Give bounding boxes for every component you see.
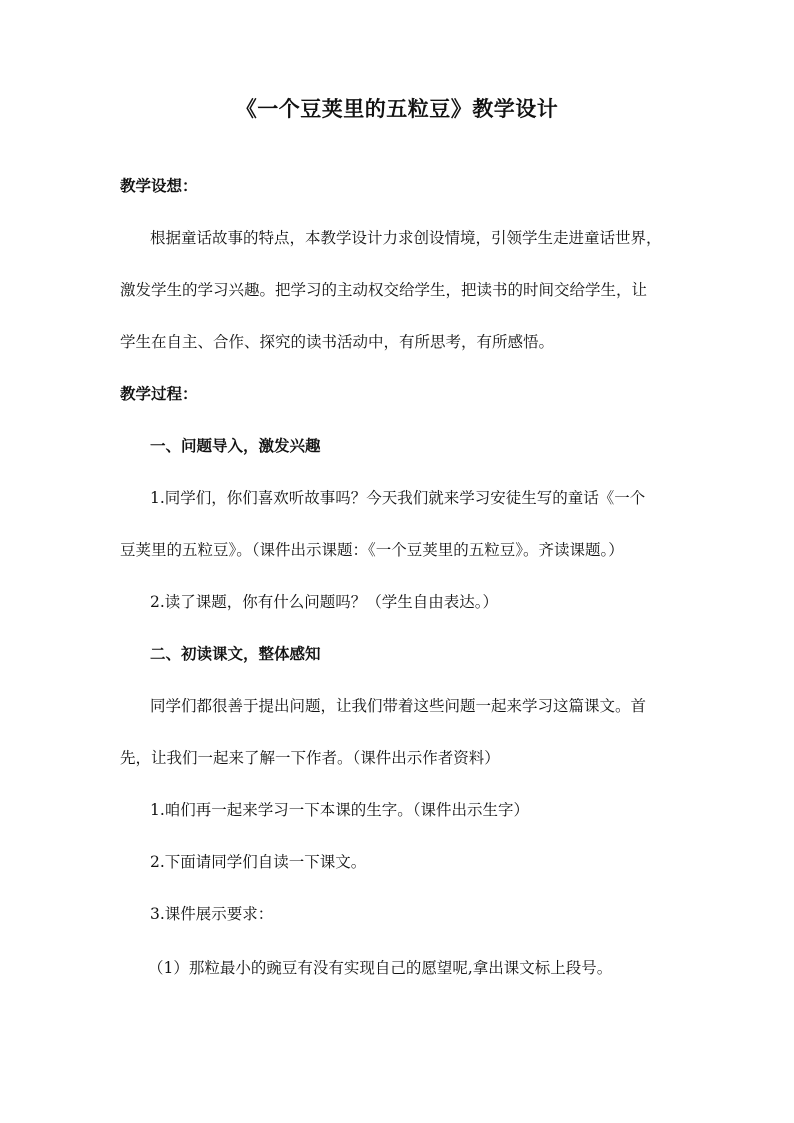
part1-item1-line-2: 豆荚里的五粒豆》。（课件出示课题：《一个豆荚里的五粒豆》。齐读课题。） [120,541,624,559]
part2-paragraph-line-1: 同学们都很善于提出问题，让我们带着这些问题一起来学习这篇课文。首 [150,697,647,715]
document-title: 《一个豆荚里的五粒豆》教学设计 [235,96,559,121]
design-paragraph-line-3: 学生在自主、合作、探究的读书活动中，有所思考，有所感悟。 [120,333,555,351]
part1-item1-line-1: 1.同学们，你们喜欢听故事吗？今天我们就来学习安徒生写的童话《一个 [150,489,646,507]
part2-item1: 1.咱们再一起来学习一下本课的生字。（课件出示生字） [150,801,530,819]
part1-item2: 2.读了课题，你有什么问题吗？（学生自由表达。） [150,593,499,611]
section-heading-process: 教学过程： [120,384,198,403]
section-heading-design: 教学设想： [120,176,198,195]
part2-item3: 3.课件展示要求： [150,905,274,923]
part2-item2: 2.下面请同学们自读一下课文。 [150,853,367,871]
part2-paragraph-line-2: 先，让我们一起来了解一下作者。（课件出示作者资料） [120,749,500,767]
part1-heading: 一、问题导入，激发兴趣 [150,436,321,455]
design-paragraph-line-1: 根据童话故事的特点，本教学设计力求创设情境，引领学生走进童话世界， [150,229,662,247]
part2-heading: 二、初读课文，整体感知 [150,644,321,663]
design-paragraph-line-2: 激发学生的学习兴趣。把学习的主动权交给学生，把读书的时间交给学生，让 [120,281,648,299]
part2-item3-sub1: （1）那粒最小的豌豆有没有实现自己的愿望呢,拿出课文标上段号。 [148,959,613,977]
